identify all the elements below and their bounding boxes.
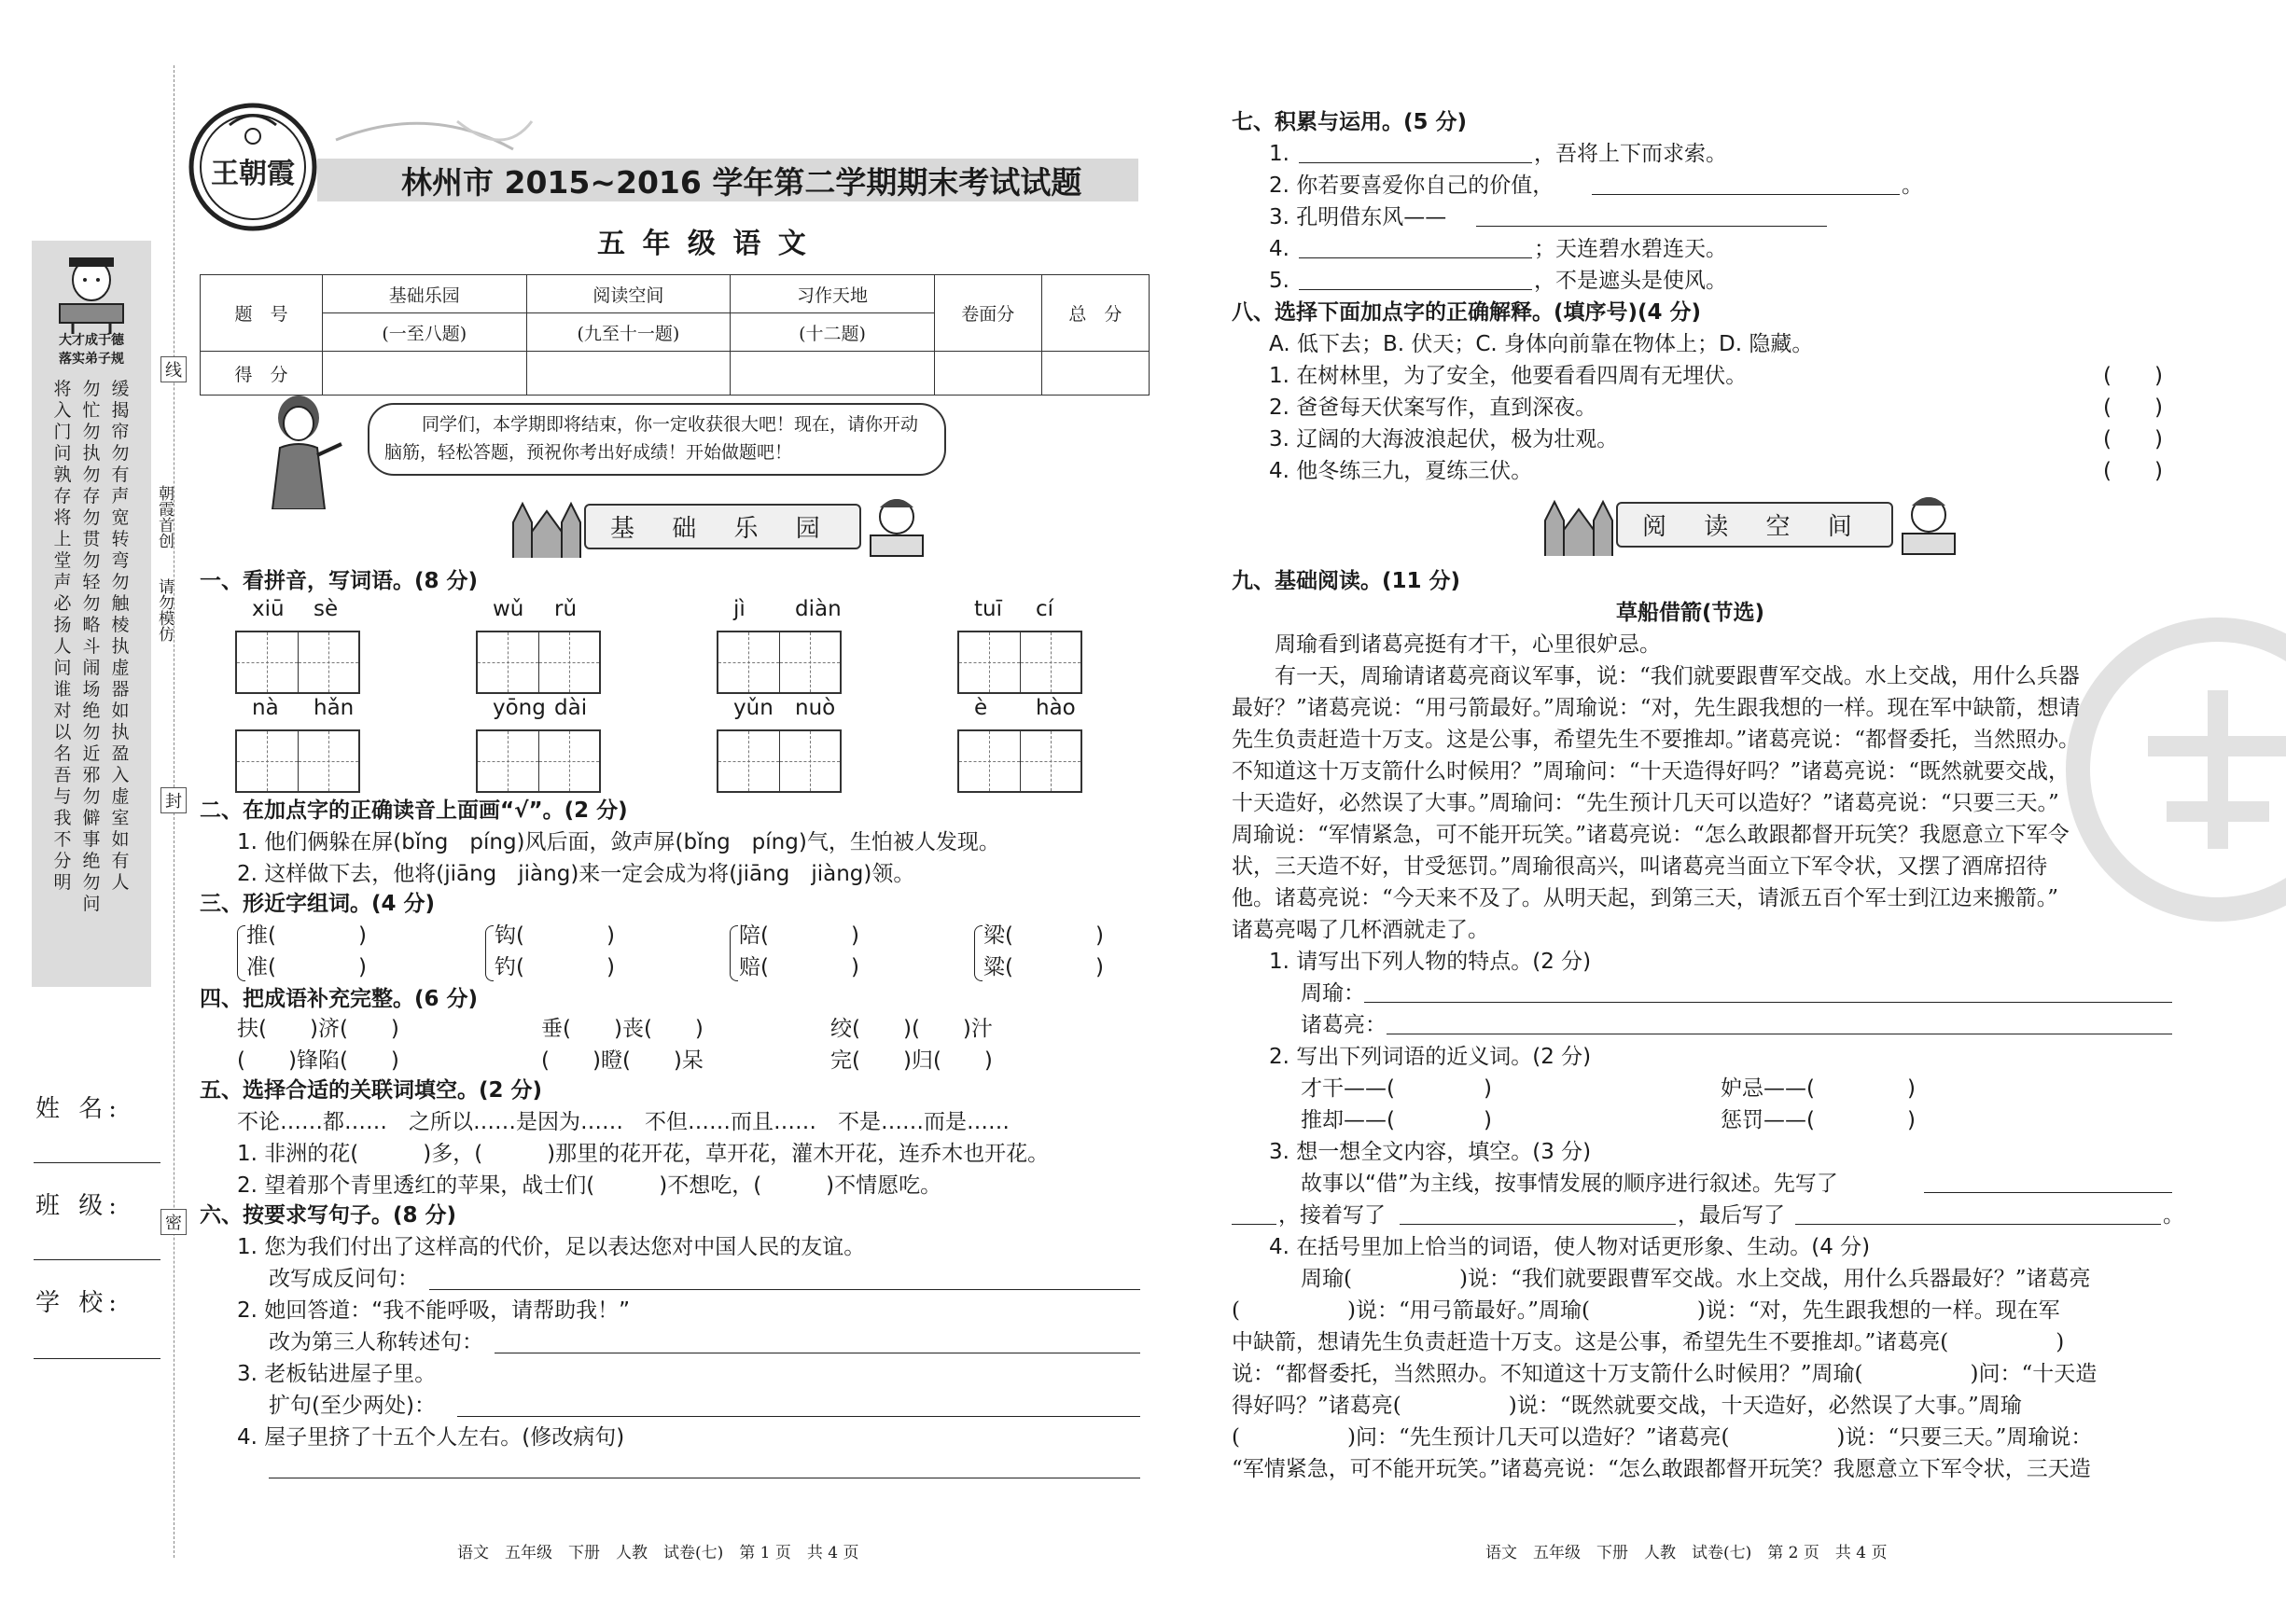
binding-mark-center: 封 [160, 787, 187, 813]
school-field[interactable] [34, 1358, 160, 1359]
q9-sub3-title: 3. 想一想全文内容，填空。(3 分) [1269, 1140, 1592, 1164]
speech-text: 同学们，本学期即将结束，你一定收获很大吧！现在，请你开动脑筋，轻松答题，预祝你考出好成绩！开始做题吧！ [384, 414, 919, 463]
similar-char-item: 粱( [983, 955, 1013, 979]
q7-blank-3[interactable] [1476, 226, 1827, 227]
q9-sub3-blank-1[interactable] [1232, 1224, 1276, 1225]
banner-basic-label: 基 础 乐 园 [584, 504, 861, 549]
similar-char-answer[interactable]: ) [1095, 955, 1104, 979]
q9-sub1-title: 1. 请写出下列人物的特点。(2 分) [1269, 950, 1592, 974]
writing-box[interactable] [476, 631, 601, 694]
q7-blank-5[interactable] [1299, 289, 1532, 290]
writing-cell[interactable] [718, 731, 780, 791]
class-field[interactable] [34, 1259, 160, 1260]
score-cell-neatness[interactable] [934, 352, 1041, 396]
q4-idiom-3: 绞( )( )汁 [830, 1017, 993, 1041]
q6-item-3: 3. 老板钻进屋子里。 [237, 1362, 437, 1386]
name-label: 姓 名: [35, 1095, 123, 1123]
similar-char-item: 陪( [739, 923, 769, 948]
similar-char-item: 推( [246, 923, 276, 948]
castle-icon [1541, 493, 1616, 556]
q7-text-2-end: 。 [1902, 174, 1923, 198]
writing-cell[interactable] [780, 731, 841, 791]
writing-box[interactable] [717, 729, 842, 793]
q9-sub4-line-6: ( )问：“先生预计几天可以造好？”诸葛亮( )说：“只要三天。”周瑜说： [1232, 1425, 2093, 1450]
q7-blank-4[interactable] [1299, 257, 1532, 258]
score-table-col-total: 总 分 [1041, 275, 1149, 352]
motto-head-1: 大才成于德 [59, 333, 124, 348]
exam-subtitle: 五 年 级 语 文 [597, 228, 810, 260]
passage-line-7: 周瑜说：“军情紧急，可不能开玩笑。”诸葛亮说：“怎么敢跟都督开玩笑？我愿意立下军令 [1232, 823, 2070, 847]
sidebar-motto-panel [32, 241, 151, 987]
brace-icon [974, 925, 983, 981]
writing-box[interactable] [235, 729, 360, 793]
q9-sub3-blank-0[interactable] [1924, 1192, 2172, 1193]
similar-char-answer[interactable]: ) [851, 923, 859, 948]
exam-title: 林州市 2015~2016 学年第二学期期末考试试题 [401, 164, 1082, 201]
q9-sub3-blank-3[interactable] [1795, 1224, 2161, 1225]
score-table-col-neatness: 卷面分 [934, 275, 1041, 352]
q8-item-1: 1. 在树林里，为了安全，他要看看四周有无埋伏。 [1269, 364, 1748, 388]
pinyin-label: cí [1036, 597, 1054, 621]
q9-sub2-word-1: 才干——( [1301, 1076, 1395, 1101]
banner-reading-space [1541, 493, 1964, 556]
pinyin-label: tuī [974, 597, 1002, 621]
q9-sub4-line-2: ( )说：“用弓箭最好。”周瑜( )说：“对，先生跟我想的一样。现在军 [1232, 1298, 2060, 1323]
similar-char-item: 钓( [495, 955, 524, 979]
q7-num-1: 1. [1269, 142, 1289, 166]
writing-box[interactable] [957, 729, 1082, 793]
writing-box[interactable] [476, 729, 601, 793]
passage-line-8: 状，三天造不好，甘受惩罚。”周瑜很高兴，叫诸葛亮当面立下军令状，又摆了酒席招待 [1232, 854, 2048, 879]
q9-sub4-line-1: 周瑜( )说：“我们就要跟曹军交战。水上交战，用什么兵器最好？”诸葛亮 [1301, 1267, 2091, 1291]
q9-sub3-then: ，接着写了 [1278, 1203, 1386, 1228]
q2-line-1: 1. 他们俩躲在屏(bǐng píng)风后面，敛声屏(bǐng píng)气，生怕被人发现。 [237, 830, 1000, 854]
score-table-col-reading: 阅读空间 [526, 275, 731, 313]
q9-sub2-word-3: 推却——( [1301, 1108, 1395, 1132]
q9-sub4-line-4: 说：“都督委托，当然照办。不知道这十万支箭什么时候用？”周瑜( )问：“十天造 [1232, 1362, 2098, 1386]
q4-idiom-4: ( )锋陷( ) [237, 1048, 399, 1073]
wangchaoxia-logo-icon [183, 97, 323, 237]
writing-cell[interactable] [1021, 632, 1081, 692]
binding-note-2: 请勿模仿 [155, 578, 174, 642]
name-field[interactable] [34, 1162, 160, 1163]
passage-line-4: 先生负责赶造十万支。这是公事，希望先生不要推却。”诸葛亮说：“都督委托，当然照办。 [1232, 728, 2081, 752]
pinyin-label: diàn [795, 597, 842, 621]
score-table [200, 274, 1150, 396]
q5-title: 五、选择合适的关联词填空。(2 分) [200, 1078, 543, 1103]
q7-text-4: ；天连碧水碧连天。 [1534, 237, 1727, 261]
q9-sub3-end: 。 [2163, 1203, 2184, 1228]
q9-sub1-answer-1[interactable] [1364, 1002, 2172, 1003]
q4-idiom-1: 扶( )济( ) [237, 1017, 399, 1041]
writing-box[interactable] [717, 631, 842, 694]
q6-item-1: 1. 您为我们付出了这样高的代价，足以表达您对中国人民的友谊。 [237, 1235, 866, 1259]
brace-icon [730, 925, 738, 981]
q9-title: 九、基础阅读。(11 分) [1232, 569, 1461, 593]
q6-item-2: 2. 她回答道：“我不能呼吸，请帮助我！” [237, 1298, 631, 1323]
q7-title: 七、积累与运用。(5 分) [1232, 110, 1468, 134]
q6-prompt-1: 改写成反问句： [269, 1267, 419, 1291]
teacher-illustration-icon [252, 390, 345, 509]
q6-answer-line-1[interactable] [429, 1289, 1140, 1290]
writing-cell[interactable] [237, 731, 299, 791]
similar-char-item: 钩( [495, 923, 524, 948]
score-cell-writing[interactable] [731, 352, 935, 396]
q7-blank-1[interactable] [1299, 162, 1532, 163]
score-table-col-basic: 基础乐园 [322, 275, 526, 313]
similar-char-answer[interactable]: ) [358, 923, 367, 948]
q8-title: 八、选择下面加点字的正确解释。(填序号)(4 分) [1232, 300, 1702, 325]
passage-line-5: 不知道这十万支箭什么时候用？”周瑜问：“十天造得好吗？”诸葛亮说：“既然就要交战， [1232, 759, 2070, 784]
q5-options: 不论……都…… 之所以……是因为…… 不但……而且…… 不是……而是…… [237, 1110, 1010, 1134]
binding-mark-seal: 密 [160, 1209, 187, 1235]
q2-title: 二、在加点字的正确读音上面画“√”。(2 分) [200, 798, 628, 823]
q7-num-5: 5. [1269, 269, 1289, 293]
pinyin-label: wǔ [493, 597, 524, 621]
similar-char-answer[interactable]: ) [358, 955, 367, 979]
writing-cell[interactable] [959, 731, 1021, 791]
q3-title: 三、形近字组词。(4 分) [200, 892, 436, 916]
writing-box[interactable] [235, 631, 360, 694]
q4-idiom-2: 垂( )丧( ) [541, 1017, 704, 1041]
score-table-col-writing: 习作天地 [731, 275, 935, 313]
q9-sub1-zhouyu: 周瑜： [1301, 981, 1365, 1006]
q6-answer-line-3[interactable] [457, 1416, 1140, 1417]
passage-line-3: 最好？”诸葛亮说：“用弓箭最好。”周瑜说：“对，先生跟我想的一样。现在军中缺箭，想请 [1232, 696, 2081, 720]
writing-cell[interactable] [959, 632, 1021, 692]
score-table-sub-basic: (一至八题) [322, 313, 526, 352]
q9-sub3-line-1: 故事以“借”为主线，按事情发展的顺序进行叙述。先写了 [1301, 1172, 1838, 1196]
q7-text-1: ，吾将上下而求索。 [1534, 142, 1727, 166]
similar-char-item: 赔( [739, 955, 769, 979]
similar-char-item: 梁( [983, 923, 1013, 948]
q7-text-2: 2. 你若要喜爱你自己的价值， [1269, 174, 1554, 198]
writing-cell[interactable] [539, 632, 600, 692]
q5-line-1: 1. 非洲的花( )多，( )那里的花开花，草开花，灌木开花，连乔木也开花。 [237, 1142, 1050, 1166]
q6-prompt-2: 改为第三人称转述句： [269, 1330, 483, 1354]
q9-sub4-line-3: 中缺箭，想请先生负责赶造十万支。这是公事，希望先生不要推却。”诸葛亮( ) [1232, 1330, 2065, 1354]
q9-sub3-finally: ，最后写了 [1678, 1203, 1785, 1228]
q9-sub3-blank-2[interactable] [1400, 1224, 1676, 1225]
passage-line-6: 十天造好，必然误了大事。”周瑜问：“先生预计几天可以造好？”诸葛亮说：“只要三天。” [1232, 791, 2059, 815]
passage-line-9: 他。诸葛亮说：“今天来不及了。从明天起，到第三天，请派五百个军士到江边来搬箭。” [1232, 886, 2059, 910]
q4-idiom-6: 完( )归( ) [830, 1048, 993, 1073]
q7-num-4: 4. [1269, 237, 1289, 261]
reading-child-icon [1893, 493, 1964, 556]
castle-icon [509, 494, 584, 558]
writing-cell[interactable] [237, 632, 299, 692]
pinyin-label: yǔn [733, 696, 774, 720]
motto-column-2: 勿忙勿执勿存勿贯勿轻勿略斗闹场绝勿近邪勿僻事绝勿问 [82, 379, 101, 914]
q7-blank-2[interactable] [1592, 194, 1900, 195]
svg-text:王朝霞: 王朝霞 [211, 158, 295, 190]
q8-paren-4[interactable]: ( ) [2103, 459, 2163, 483]
writing-cell[interactable] [539, 731, 600, 791]
q9-sub2-close-4[interactable]: ) [1907, 1108, 1916, 1132]
footer-left: 语文 五年级 下册 人教 试卷(七) 第 1 页 共 4 页 [457, 1544, 859, 1562]
q9-sub1-zhugeliang: 诸葛亮： [1301, 1013, 1387, 1037]
q9-sub4-title: 4. 在括号里加上恰当的词语，使人物对话更形象、生动。(4 分) [1269, 1235, 1871, 1259]
pinyin-label: jì [733, 597, 746, 621]
q8-item-4: 4. 他冬练三九，夏练三伏。 [1269, 459, 1533, 483]
q6-title: 六、按要求写句子。(8 分) [200, 1203, 457, 1228]
q7-text-5: ，不是遮头是使风。 [1534, 269, 1727, 293]
footer-right: 语文 五年级 下册 人教 试卷(七) 第 2 页 共 4 页 [1485, 1544, 1888, 1562]
writing-box[interactable] [957, 631, 1082, 694]
q6-prompt-3: 扩句(至少两处)： [269, 1394, 436, 1418]
q7-text-3: 3. 孔明借东风—— [1269, 205, 1447, 229]
school-label: 学 校: [35, 1289, 123, 1317]
brace-icon [237, 925, 245, 981]
q9-sub4-line-5: 得好吗？”诸葛亮( )说：“既然就要交战，十天造好，必然误了大事。”周瑜 [1232, 1394, 2022, 1418]
score-table-sub-writing: (十二题) [731, 313, 935, 352]
pinyin-label: nuò [795, 696, 836, 720]
q8-paren-1[interactable]: ( ) [2103, 364, 2163, 388]
q9-sub2-close-3[interactable]: ) [1484, 1108, 1492, 1132]
q5-line-2: 2. 望着那个青里透红的苹果，战士们( )不想吃，( )不情愿吃。 [237, 1173, 942, 1198]
pinyin-label: hǎn [314, 696, 355, 720]
q8-item-2: 2. 爸爸每天伏案写作，直到深夜。 [1269, 396, 1597, 420]
pinyin-label: xiū [252, 597, 285, 621]
pinyin-label: yōng [493, 696, 546, 720]
writing-cell[interactable] [718, 632, 780, 692]
q8-options: A. 低下去；B. 伏天；C. 身体向前靠在物体上；D. 隐藏。 [1269, 332, 1814, 356]
writing-cell[interactable] [478, 731, 539, 791]
q4-title: 四、把成语补充完整。(6 分) [200, 987, 479, 1011]
similar-char-item: 准( [246, 955, 276, 979]
q4-idiom-5: ( )瞪( )呆 [541, 1048, 704, 1073]
pinyin-label: hào [1036, 696, 1076, 720]
score-cell-basic[interactable] [322, 352, 526, 396]
binding-mark-line: 线 [160, 356, 187, 382]
passage-title: 草船借箭(节选) [1616, 601, 1765, 625]
reading-child-icon [861, 494, 932, 558]
pinyin-label: è [974, 696, 988, 720]
scholar-illustration-icon [32, 248, 151, 338]
q8-item-3: 3. 辽阔的大海波浪起伏，极为壮观。 [1269, 427, 1619, 451]
q2-line-2: 2. 这样做下去，他将(jiāng jiàng)来一定会成为将(jiāng jiàng)领。 [237, 862, 915, 886]
score-table-header-label: 题 号 [201, 275, 323, 352]
q8-paren-2[interactable]: ( ) [2103, 396, 2163, 420]
similar-char-answer[interactable]: ) [1095, 923, 1104, 948]
q1-title: 一、看拼音，写词语。(8 分) [200, 569, 479, 593]
q9-sub2-word-4: 惩罚——( [1721, 1108, 1815, 1132]
similar-char-answer[interactable]: ) [606, 955, 615, 979]
q8-paren-3[interactable]: ( ) [2103, 427, 2163, 451]
similar-char-answer[interactable]: ) [606, 923, 615, 948]
q9-sub2-word-2: 妒忌——( [1721, 1076, 1815, 1101]
q9-sub2-close-1[interactable]: ) [1484, 1076, 1492, 1101]
writing-cell[interactable] [1021, 731, 1081, 791]
binding-note-1: 朝霞首创 [155, 485, 174, 548]
passage-line-10: 诸葛亮喝了几杯酒就走了。 [1232, 918, 1489, 942]
similar-char-answer[interactable]: ) [851, 955, 859, 979]
watermark-seal-icon [2064, 616, 2286, 923]
pinyin-label: sè [314, 597, 339, 621]
q9-sub2-close-2[interactable]: ) [1907, 1076, 1916, 1101]
score-table-row-label: 得 分 [201, 352, 323, 396]
class-label: 班 级: [35, 1192, 123, 1220]
score-cell-total[interactable] [1041, 352, 1149, 396]
passage-line-2: 有一天，周瑜请诸葛亮商议军事，说：“我们就要跟曹军交战。水上交战，用什么兵器 [1275, 664, 2080, 688]
motto-head-2: 落实弟子规 [59, 352, 124, 367]
writing-cell[interactable] [299, 632, 359, 692]
banner-reading-label: 阅 读 空 间 [1616, 502, 1893, 548]
motto-column-1: 将入门问孰存将上堂声必扬人问谁对以名吾与我不分明 [53, 379, 72, 893]
passage-para-1: 周瑜看到诸葛亮挺有才干，心里很妒忌。 [1275, 632, 1661, 657]
pinyin-label: nà [252, 696, 279, 720]
pinyin-label: dài [554, 696, 588, 720]
score-table-sub-reading: (九至十一题) [526, 313, 731, 352]
q9-sub4-line-7: “军情紧急，可不能开玩笑。”诸葛亮说：“怎么敢跟都督开玩笑？我愿意立下军令状，三天造 [1232, 1457, 2091, 1481]
brace-icon [485, 925, 494, 981]
q6-item-4: 4. 屋子里挤了十五个人左右。(修改病句) [237, 1425, 625, 1450]
writing-cell[interactable] [299, 731, 359, 791]
writing-cell[interactable] [780, 632, 841, 692]
pinyin-label: rǔ [554, 597, 578, 621]
q9-sub2-title: 2. 写出下列词语的近义词。(2 分) [1269, 1045, 1592, 1069]
score-cell-reading[interactable] [526, 352, 731, 396]
banner-basic-garden [509, 494, 932, 558]
motto-column-3: 缓揭帘勿有声宽转弯勿触棱执虚器如执盈入虚室如有人 [111, 379, 130, 893]
writing-cell[interactable] [478, 632, 539, 692]
